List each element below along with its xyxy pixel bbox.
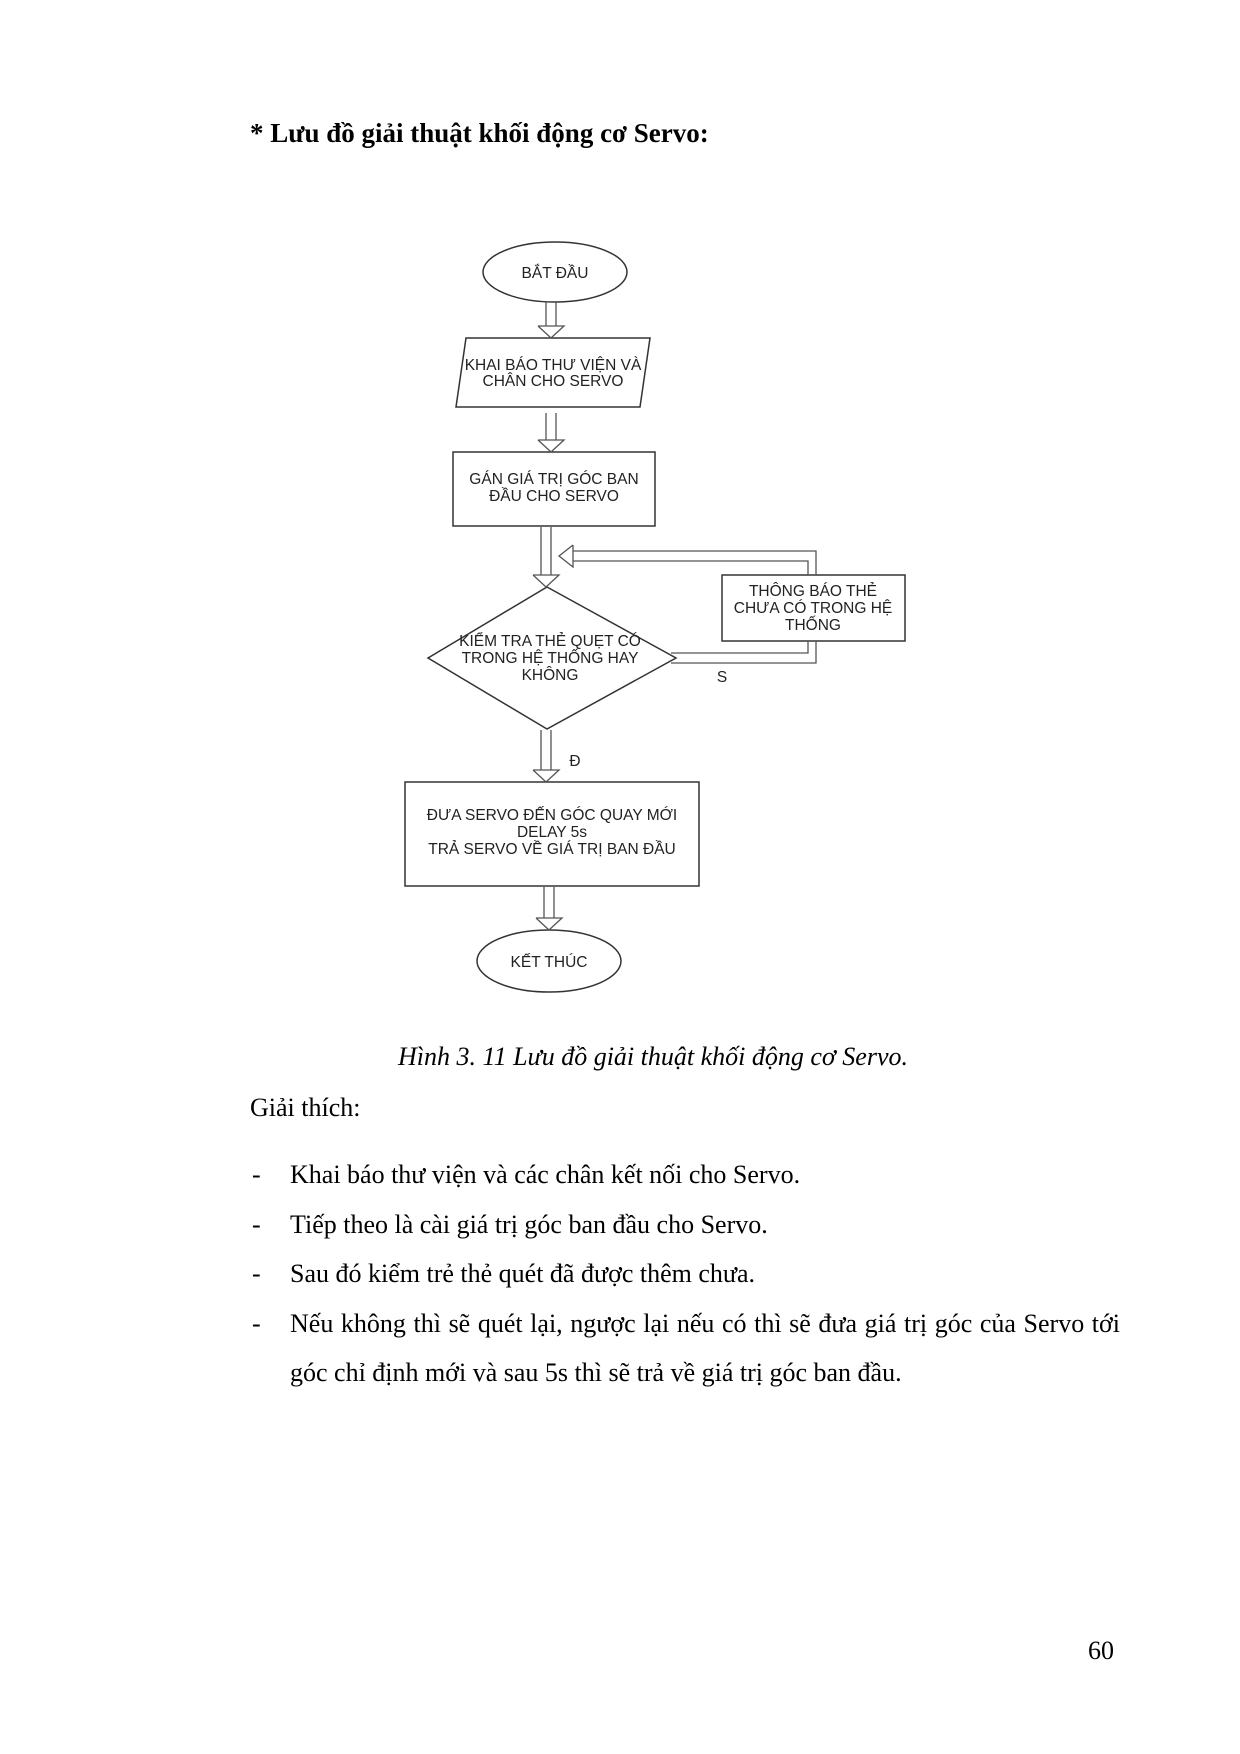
action-label-1: ĐƯA SERVO ĐẾN GÓC QUAY MỚI xyxy=(426,807,678,824)
list-item-text: Sau đó kiểm trẻ thẻ quét đã được thêm chưa. xyxy=(290,1259,756,1288)
list-item xyxy=(250,1249,1120,1299)
explanation-list xyxy=(250,1150,1120,1398)
assign-label-1: GÁN GIÁ TRỊ GÓC BAN xyxy=(469,471,639,488)
arrow-notify-to-loop xyxy=(559,545,816,575)
notify-label-1: THÔNG BÁO THẺ xyxy=(748,583,878,600)
arrow-action-to-end xyxy=(536,887,562,930)
arrow-decision-to-action xyxy=(533,730,559,782)
section-heading: * Lưu đồ giải thuật khối động cơ Servo: xyxy=(250,118,709,148)
end-label: KẾT THÚC xyxy=(510,954,588,971)
assign-label-2: ĐẦU CHO SERVO xyxy=(489,488,619,505)
figure-caption: Hình 3. 11 Lưu đồ giải thuật khối động cơ Servo. xyxy=(398,1042,908,1071)
list-item xyxy=(250,1150,1120,1200)
list-item xyxy=(250,1200,1120,1250)
page-number: 60 xyxy=(1088,1636,1114,1665)
explanation-title: Giải thích: xyxy=(250,1093,361,1122)
start-label: BẮT ĐẦU xyxy=(521,265,589,282)
arrow-declare-to-assign xyxy=(538,413,564,452)
yes-branch-label: Đ xyxy=(569,753,581,770)
declare-label-1: KHAI BÁO THƯ VIỆN VÀ xyxy=(464,357,642,374)
list-item-text: Tiếp theo là cài giá trị góc ban đầu cho Servo. xyxy=(290,1209,768,1239)
bullet-dash: - xyxy=(252,1209,261,1239)
list-item-text: Nếu không thì sẽ quét lại, ngược lại nếu có thì sẽ đưa giá trị góc của Servo tới góc chỉ định mới và sau 5s thì sẽ trả về giá trị góc ban đầu. xyxy=(290,1308,1120,1387)
bullet-dash: - xyxy=(252,1259,261,1288)
notify-label-3: THỐNG xyxy=(785,617,841,634)
no-branch-label: S xyxy=(716,669,728,686)
list-item-text: Khai báo thư viện và các chân kết nối cho Servo. xyxy=(290,1160,801,1189)
arrow-assign-to-decision xyxy=(533,527,559,587)
arrow-decision-to-notify xyxy=(671,641,816,663)
arrow-start-to-declare xyxy=(538,302,564,338)
notify-label-2: CHƯA CÓ TRONG HỆ xyxy=(733,600,893,617)
bullet-dash: - xyxy=(252,1160,261,1189)
bullet-dash: - xyxy=(252,1308,261,1338)
decision-label-1: KIỂM TRA THẺ QUẸT CÓ xyxy=(459,633,641,650)
action-label-3: TRẢ SERVO VỀ GIÁ TRỊ BAN ĐẦU xyxy=(428,841,676,858)
decision-label-3: KHÔNG xyxy=(521,667,579,684)
action-label-2: DELAY 5s xyxy=(516,824,588,841)
declare-label-2: CHÂN CHO SERVO xyxy=(482,373,624,390)
list-item xyxy=(250,1299,1120,1398)
decision-label-2: TRONG HỆ THỐNG HAY xyxy=(461,650,639,667)
